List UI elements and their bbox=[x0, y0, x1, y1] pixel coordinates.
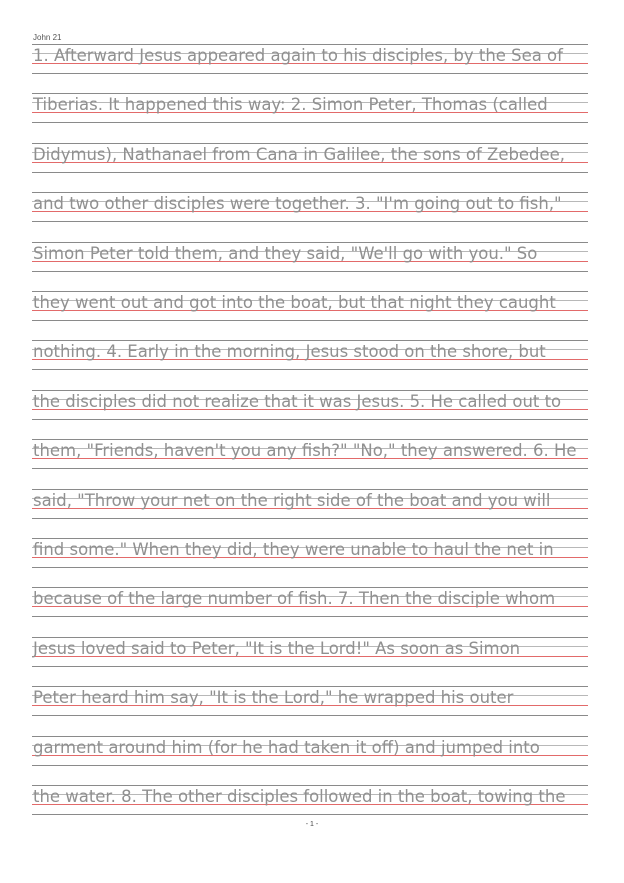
tracing-text: because of the large number of fish. 7. Then the disciple whom bbox=[33, 589, 556, 609]
ruling-bot bbox=[32, 172, 588, 173]
tracing-text: find some." When they did, they were unable to haul the net in bbox=[33, 540, 554, 559]
ruling-bot bbox=[32, 666, 588, 667]
practice-line bbox=[32, 390, 588, 421]
tracing-text: them, "Friends, haven't you any fish?" "No," they answered. 6. He bbox=[33, 441, 577, 461]
ruling-top bbox=[32, 390, 588, 391]
ruling-bot bbox=[32, 271, 588, 272]
ruling-bot bbox=[32, 320, 588, 321]
ruling-top bbox=[32, 242, 588, 243]
page-number: - 1 - bbox=[305, 821, 319, 828]
ruling-top bbox=[32, 489, 588, 490]
ruling-bot bbox=[32, 369, 588, 370]
ruling-bot bbox=[32, 221, 588, 222]
ruling-bot bbox=[32, 567, 588, 568]
ruling-top bbox=[32, 44, 588, 45]
tracing-text: and two other disciples were together. 3. "I'm going out to fish," bbox=[33, 194, 562, 214]
practice-line bbox=[32, 143, 588, 174]
practice-line bbox=[32, 291, 588, 322]
ruling-top bbox=[32, 93, 588, 94]
tracing-text: Peter heard him say, "It is the Lord," he wrapped his outer bbox=[33, 688, 514, 708]
practice-line bbox=[32, 93, 588, 124]
tracing-text: the water. 8. The other disciples followed in the boat, towing the bbox=[33, 787, 566, 806]
ruling-top bbox=[32, 736, 588, 737]
ruling-top bbox=[32, 143, 588, 144]
ruling-top bbox=[32, 587, 588, 588]
practice-line bbox=[32, 637, 588, 668]
ruling-top bbox=[32, 291, 588, 292]
tracing-text: 1. Afterward Jesus appeared again to his disciples, by the Sea of bbox=[33, 46, 563, 65]
ruling-bot bbox=[32, 419, 588, 420]
practice-line bbox=[32, 242, 588, 273]
ruling-top bbox=[32, 439, 588, 440]
ruling-bot bbox=[32, 468, 588, 469]
ruling-bot bbox=[32, 616, 588, 617]
ruling-top bbox=[32, 637, 588, 638]
tracing-text: Didymus), Nathanael from Cana in Galilee, the sons of Zebedee, bbox=[33, 144, 565, 164]
tracing-text: Simon Peter told them, and they said, "We'll go with you." So bbox=[33, 243, 538, 263]
ruling-bot bbox=[32, 765, 588, 766]
practice-line bbox=[32, 192, 588, 223]
ruling-bot bbox=[32, 518, 588, 519]
chapter-heading: John 21 bbox=[33, 33, 62, 42]
tracing-text: garment around him (for he had taken it off) and jumped into bbox=[33, 737, 540, 757]
tracing-text: the disciples did not realize that it was Jesus. 5. He called out to bbox=[33, 391, 562, 411]
ruling-bot bbox=[32, 73, 588, 74]
ruling-top bbox=[32, 686, 588, 687]
practice-line bbox=[32, 439, 588, 470]
practice-line bbox=[32, 785, 588, 816]
ruling-top bbox=[32, 340, 588, 341]
tracing-text: nothing. 4. Early in the morning, Jesus stood on the shore, but bbox=[33, 342, 546, 362]
ruling-top bbox=[32, 192, 588, 193]
practice-line bbox=[32, 538, 588, 569]
ruling-bot bbox=[32, 715, 588, 716]
tracing-text: said, "Throw your net on the right side of the boat and you will bbox=[33, 490, 551, 510]
ruling-top bbox=[32, 538, 588, 539]
ruling-top bbox=[32, 785, 588, 786]
practice-line bbox=[32, 489, 588, 520]
tracing-text: Jesus loved said to Peter, "It is the Lord!" As soon as Simon bbox=[33, 638, 521, 658]
practice-line bbox=[32, 340, 588, 371]
practice-line bbox=[32, 587, 588, 618]
practice-line bbox=[32, 44, 588, 75]
ruling-bot bbox=[32, 122, 588, 123]
practice-line bbox=[32, 736, 588, 767]
tracing-text: Tiberias. It happened this way: 2. Simon Peter, Thomas (called bbox=[33, 95, 548, 115]
ruling-bot bbox=[32, 814, 588, 815]
practice-line bbox=[32, 686, 588, 717]
tracing-text: they went out and got into the boat, but that night they caught bbox=[33, 293, 556, 312]
